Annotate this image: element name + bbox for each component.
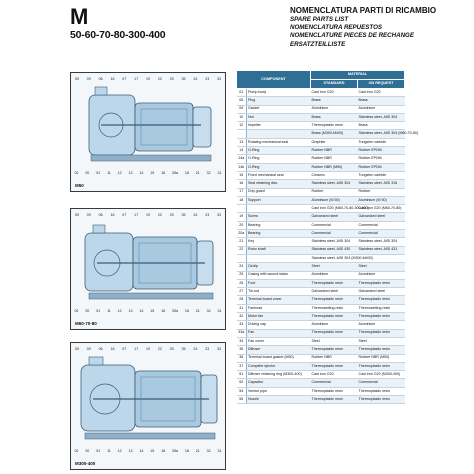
part-name: Capacitor — [247, 379, 311, 387]
part-callout: 24 — [193, 77, 198, 81]
material-standard: Rubber — [311, 188, 358, 196]
table-row — [237, 155, 405, 163]
part-callout: 06 — [98, 213, 103, 217]
material-standard: Rubber NBR (M50) — [311, 163, 358, 171]
material-standard: Graphite — [311, 138, 358, 146]
part-name: Foot — [247, 279, 311, 287]
part-callout: 09 — [86, 347, 91, 351]
part-code: 55 — [237, 395, 247, 403]
part-callout: 06 — [98, 77, 103, 81]
part-callout: 09 — [86, 77, 91, 81]
table-row — [237, 321, 405, 329]
material-standard: Cast iron G20 — [311, 371, 358, 379]
part-code — [237, 254, 247, 262]
table-row — [237, 279, 405, 287]
part-code: 12 — [237, 122, 247, 130]
part-callout: 02 — [74, 171, 79, 175]
part-code: 31 — [237, 304, 247, 312]
part-callout: 32 — [206, 449, 211, 453]
part-callout: 20 — [85, 171, 90, 175]
part-code: 15 — [237, 171, 247, 179]
part-callout: 13 — [128, 449, 133, 453]
material-standard: Brass — [311, 113, 358, 121]
part-callout: 24 — [193, 213, 198, 217]
part-name — [247, 205, 311, 213]
part-callout: 18 — [184, 309, 189, 313]
drawing-m50 — [70, 72, 226, 192]
part-name: Diffuser — [247, 346, 311, 354]
part-name: Tie-rod — [247, 288, 311, 296]
part-code — [237, 130, 247, 138]
part-callout: 35a — [172, 449, 179, 453]
material-on-request: Commercial — [358, 230, 405, 238]
material-standard: Stainless steel, AISI 304 — [311, 180, 358, 188]
table-row — [237, 271, 405, 279]
material-standard: Galvanized steel — [311, 288, 358, 296]
part-name: Nut — [247, 113, 311, 121]
part-callout: 02 — [74, 309, 79, 313]
material-standard: Brass — [311, 97, 358, 105]
table-row — [237, 138, 405, 146]
table-row — [237, 147, 405, 155]
callouts-bottom — [71, 449, 225, 453]
table-row — [237, 230, 405, 238]
material-standard: Thermoplastic resin — [311, 279, 358, 287]
part-name: Bearing — [247, 221, 311, 229]
table-row — [237, 362, 405, 370]
material-on-request: Aluminium — [358, 105, 405, 113]
part-name: Plug — [247, 97, 311, 105]
part-callout: 23 — [205, 347, 210, 351]
part-name: Key — [247, 238, 311, 246]
title-italian: NOMENCLATURA PARTI DI RICAMBIO — [290, 6, 437, 15]
material-on-request: Thermoplastic resin — [358, 346, 405, 354]
material-on-request: Rubber — [358, 188, 405, 196]
part-name: O-Ring — [247, 163, 311, 171]
part-callout: 01 — [96, 449, 101, 453]
part-callout: 01 — [96, 309, 101, 313]
part-callout: 23 — [205, 213, 210, 217]
table-row — [237, 171, 405, 179]
part-callout: 21 — [195, 449, 200, 453]
material-standard: Thermosetting resin — [311, 304, 358, 312]
part-callout: 32 — [206, 309, 211, 313]
part-callout: 13 — [128, 171, 133, 175]
part-name: Pump body — [247, 89, 311, 97]
part-callout: 35 — [181, 213, 186, 217]
part-callout: 22 — [157, 213, 162, 217]
table-row — [237, 387, 405, 395]
part-name: Seal retaining disc — [247, 180, 311, 188]
part-code: 54 — [237, 387, 247, 395]
part-name: Complete ejector — [247, 362, 311, 370]
part-callout: 35 — [181, 77, 186, 81]
part-name: Driving cap — [247, 321, 311, 329]
part-callout: 07 — [122, 213, 127, 217]
header-material: MATERIAL — [311, 71, 405, 80]
part-callout: 15 — [150, 449, 155, 453]
material-on-request: Commercial — [358, 221, 405, 229]
part-name: Terminal board cover — [247, 296, 311, 304]
part-callout: 31 — [217, 309, 222, 313]
material-on-request: Rubber EPDM — [358, 147, 405, 155]
part-code: 17 — [237, 188, 247, 196]
material-standard: Stainless steel, AISI 430 — [311, 246, 358, 254]
part-code: 22 — [237, 246, 247, 254]
material-on-request: Thermoplastic resin — [358, 279, 405, 287]
material-on-request: Stainless steel, AISI 304 — [358, 238, 405, 246]
part-callout: 12 — [117, 171, 122, 175]
part-name: Circlip — [247, 263, 311, 271]
material-standard: Aluminium — [311, 271, 358, 279]
material-on-request: Rubber EPDM — [358, 155, 405, 163]
part-callout: 05 — [74, 213, 79, 217]
part-code: 16 — [237, 180, 247, 188]
material-standard: Aluminium (M 50) — [311, 196, 358, 204]
table-row — [237, 180, 405, 188]
part-code: 20a — [237, 230, 247, 238]
part-code: 24 — [237, 263, 247, 271]
part-callout: 12 — [117, 449, 122, 453]
parts-table — [236, 70, 419, 472]
material-standard: Steel — [311, 337, 358, 345]
material-standard: Thermoplastic resin — [311, 395, 358, 403]
part-callout: 14 — [139, 309, 144, 313]
part-callout: 33 — [217, 347, 222, 351]
part-callout: 05 — [74, 347, 79, 351]
part-callout: 35 — [181, 347, 186, 351]
part-callout: 31 — [217, 449, 222, 453]
material-on-request: Steel — [358, 263, 405, 271]
table-row — [237, 89, 405, 97]
material-standard: Commercial — [311, 221, 358, 229]
part-callout: 19 — [145, 347, 150, 351]
material-standard: Ceramic — [311, 171, 358, 179]
table-row — [237, 205, 405, 213]
material-on-request: Stainless steel, AISI 304 (M60-70-80) — [358, 130, 405, 138]
table-row — [237, 296, 405, 304]
material-on-request: Cast iron G20 (M300-400) — [358, 371, 405, 379]
part-code: 14 — [237, 147, 247, 155]
part-callout: 14 — [139, 449, 144, 453]
part-callout: 35a — [172, 309, 179, 313]
table-row — [237, 371, 405, 379]
part-name: Drip guard — [247, 188, 311, 196]
material-on-request: Aluminium — [358, 321, 405, 329]
table-row — [237, 354, 405, 362]
part-callout: 18 — [161, 171, 166, 175]
table-row — [237, 346, 405, 354]
table-row — [237, 395, 405, 403]
table-row — [237, 130, 405, 138]
part-callout: 22 — [157, 347, 162, 351]
exploded-drawings — [70, 70, 230, 472]
material-standard: Thermoplastic resin — [311, 313, 358, 321]
part-code: 37 — [237, 362, 247, 370]
material-on-request: Galvanized steel — [358, 213, 405, 221]
part-callout: 33 — [217, 213, 222, 217]
part-code: 05 — [237, 97, 247, 105]
part-code: 33 — [237, 321, 247, 329]
part-callout: 05 — [74, 77, 79, 81]
header-component: COMPONENT — [237, 71, 311, 89]
part-callout: 06 — [98, 347, 103, 351]
part-name: Fanhead — [247, 304, 311, 312]
part-callout: 22 — [157, 77, 162, 81]
material-on-request: Thermoplastic resin — [358, 362, 405, 370]
material-on-request: Stainless steel, AISI 304 — [358, 113, 405, 121]
part-callout: 23 — [205, 77, 210, 81]
part-callout: 16 — [110, 347, 115, 351]
part-callout: 02 — [74, 449, 79, 453]
part-callout: 14 — [139, 171, 144, 175]
part-code: 13 — [237, 138, 247, 146]
table-row — [237, 213, 405, 221]
part-callout: 21 — [195, 309, 200, 313]
part-name — [247, 130, 311, 138]
material-on-request: Thermoplastic resin — [358, 387, 405, 395]
part-code: 34 — [237, 337, 247, 345]
part-code: 32 — [237, 313, 247, 321]
material-standard: Commercial — [311, 230, 358, 238]
part-code: 10 — [237, 113, 247, 121]
table-row — [237, 238, 405, 246]
part-code: 27 — [237, 288, 247, 296]
part-callout: 16 — [110, 77, 115, 81]
material-on-request: Tungsten carbide — [358, 171, 405, 179]
material-on-request: Thermoplastic resin — [358, 313, 405, 321]
material-standard: Stainless steel, AISI 304 (M300-M400) — [311, 254, 358, 262]
part-callout: 35a — [172, 171, 179, 175]
part-name: Bearing — [247, 230, 311, 238]
part-name: Motor fan — [247, 313, 311, 321]
part-callout: 31 — [217, 171, 222, 175]
material-standard: Thermoplastic resin — [311, 329, 358, 337]
part-callout: 17 — [134, 213, 139, 217]
part-name: O-Ring — [247, 147, 311, 155]
material-on-request: Steel — [358, 337, 405, 345]
title-block — [290, 6, 455, 49]
part-code: 36 — [237, 354, 247, 362]
material-on-request: Brass — [358, 97, 405, 105]
material-on-request: Tungsten carbide — [358, 138, 405, 146]
part-callout: 32 — [206, 171, 211, 175]
drawing-caption: M300-400 — [75, 461, 96, 466]
table-row — [237, 313, 405, 321]
material-on-request: Thermosetting resin — [358, 304, 405, 312]
part-code: 51 — [237, 371, 247, 379]
table-row — [237, 246, 405, 254]
part-callout: 12 — [117, 309, 122, 313]
part-callout: 25 — [169, 77, 174, 81]
drawing-m300-400 — [70, 342, 226, 470]
table-row — [237, 97, 405, 105]
material-standard: Rubber NBR — [311, 354, 358, 362]
part-code: 33a — [237, 329, 247, 337]
material-standard: Rubber NBR — [311, 155, 358, 163]
part-callout: 15 — [150, 309, 155, 313]
header-standard: STANDARD — [311, 80, 358, 89]
part-code: 28 — [237, 296, 247, 304]
table-row — [237, 221, 405, 229]
title-spanish: NOMENCLATURA REPUESTOS — [290, 24, 383, 32]
part-code — [237, 205, 247, 213]
material-on-request: Thermoplastic resin — [358, 296, 405, 304]
material-standard: Steel — [311, 263, 358, 271]
model-letter: M — [70, 4, 89, 29]
part-name: Support — [247, 196, 311, 204]
material-standard: Commercial — [311, 379, 358, 387]
part-code: 52 — [237, 379, 247, 387]
part-name: Fixed mechanical seal — [247, 171, 311, 179]
material-standard: Stainless steel, AISI 304 — [311, 238, 358, 246]
table-row — [237, 329, 405, 337]
material-standard: Aluminium — [311, 105, 358, 113]
part-name: Diffuser retaining ring (M300-400) — [247, 371, 311, 379]
part-callout: 33 — [217, 77, 222, 81]
part-name — [247, 254, 311, 262]
part-callout: 07 — [122, 77, 127, 81]
table-row — [237, 196, 405, 204]
table-row — [237, 288, 405, 296]
part-callout: 11 — [107, 171, 111, 175]
table-row — [237, 163, 405, 171]
part-callout: 25 — [169, 347, 174, 351]
part-callout: 07 — [122, 347, 127, 351]
part-code: 21 — [237, 238, 247, 246]
table-row — [237, 304, 405, 312]
part-name: Gasket — [247, 105, 311, 113]
pump-m50-illustration — [71, 73, 227, 193]
material-on-request: Cast iron G20 — [358, 89, 405, 97]
table-row — [237, 254, 405, 262]
part-code: 19 — [237, 213, 247, 221]
table-row — [237, 113, 405, 121]
material-standard: Cast iron G20 (M60-70-80-300-400) — [311, 205, 358, 213]
part-name: Fan — [247, 329, 311, 337]
material-standard: Thermoplastic resin — [311, 387, 358, 395]
part-callout: 18 — [184, 171, 189, 175]
material-on-request: Aluminium — [358, 271, 405, 279]
part-name: Fan cover — [247, 337, 311, 345]
part-code: 14b — [237, 163, 247, 171]
title-french: NOMENCLATURE PIECES DE RECHANGE — [290, 32, 414, 40]
part-name: Casing with wound stator — [247, 271, 311, 279]
part-callout: 15 — [150, 171, 155, 175]
material-standard: Aluminium — [311, 321, 358, 329]
part-name: Rotor shaft — [247, 246, 311, 254]
table-row — [237, 105, 405, 113]
material-on-request: Commercial — [358, 379, 405, 387]
part-callout: 16 — [110, 213, 115, 217]
part-callout: 25 — [169, 213, 174, 217]
part-name: O-Ring — [247, 155, 311, 163]
table-row — [237, 263, 405, 271]
callouts-bottom — [71, 309, 225, 313]
header-on-request: ON REQUEST — [358, 80, 405, 89]
part-callout: 20 — [85, 309, 90, 313]
drawing-m60-70-80 — [70, 208, 226, 330]
part-callout: 17 — [134, 77, 139, 81]
part-name: Nozzle — [247, 395, 311, 403]
material-standard: Brass (M300-M400) — [311, 130, 358, 138]
part-callout: 19 — [145, 213, 150, 217]
title-german: ERSATZTEILLISTE — [290, 40, 346, 48]
table-row — [237, 122, 405, 130]
material-on-request: Cast iron G20 (M60-70-80) — [358, 205, 405, 213]
table-row — [237, 337, 405, 345]
material-standard: Rubber NBR — [311, 147, 358, 155]
material-standard: Thermoplastic resin — [311, 362, 358, 370]
part-code: 14a — [237, 155, 247, 163]
part-name: Venturi pipe — [247, 387, 311, 395]
material-standard: Thermoplastic resin — [311, 346, 358, 354]
material-on-request: Rubber EPDM — [358, 163, 405, 171]
part-code: 35 — [237, 346, 247, 354]
material-on-request: Galvanized steel — [358, 288, 405, 296]
part-callout: 18 — [184, 449, 189, 453]
part-code: 18 — [237, 196, 247, 204]
part-code: 20 — [237, 221, 247, 229]
material-on-request: Rubber NBR (M50) — [358, 354, 405, 362]
material-standard: Cast iron G20 — [311, 89, 358, 97]
part-callout: 19 — [145, 77, 150, 81]
part-callout: 01 — [96, 171, 101, 175]
material-standard: Thermoplastic resin — [311, 122, 358, 130]
part-code: 09 — [237, 105, 247, 113]
callouts-bottom — [71, 171, 225, 175]
material-on-request: Stainless steel, AISI 431 — [358, 246, 405, 254]
part-name: Impeller — [247, 122, 311, 130]
model-sizes: 50-60-70-80-300-400 — [70, 29, 166, 41]
part-callout: 11 — [107, 449, 111, 453]
drawing-caption: M60-70-80 — [75, 321, 97, 326]
material-on-request: Aluminium (M 50) — [358, 196, 405, 204]
part-code: 01 — [237, 89, 247, 97]
table-row — [237, 188, 405, 196]
part-code: 25 — [237, 271, 247, 279]
material-standard: Galvanized steel — [311, 213, 358, 221]
material-on-request: Thermoplastic resin — [358, 395, 405, 403]
part-callout: 21 — [195, 171, 200, 175]
part-callout: 18 — [161, 449, 166, 453]
drawing-caption: M50 — [75, 183, 84, 188]
part-name: Screw — [247, 213, 311, 221]
part-callout: 20 — [85, 449, 90, 453]
material-on-request: Thermoplastic resin — [358, 329, 405, 337]
part-name: Terminal board gasket (M50) — [247, 354, 311, 362]
part-code: 26 — [237, 279, 247, 287]
part-callout: 13 — [128, 309, 133, 313]
part-name: Rotating mechanical seal — [247, 138, 311, 146]
part-callout: 24 — [193, 347, 198, 351]
material-on-request: Stainless steel, AISI 316 — [358, 180, 405, 188]
material-on-request: Brass — [358, 122, 405, 130]
table-row — [237, 379, 405, 387]
title-english: SPARE PARTS LIST — [290, 16, 349, 23]
part-callout: 09 — [86, 213, 91, 217]
material-standard: Thermoplastic resin — [311, 296, 358, 304]
part-callout: 18 — [161, 309, 166, 313]
part-callout: 11 — [107, 309, 111, 313]
part-callout: 17 — [134, 347, 139, 351]
